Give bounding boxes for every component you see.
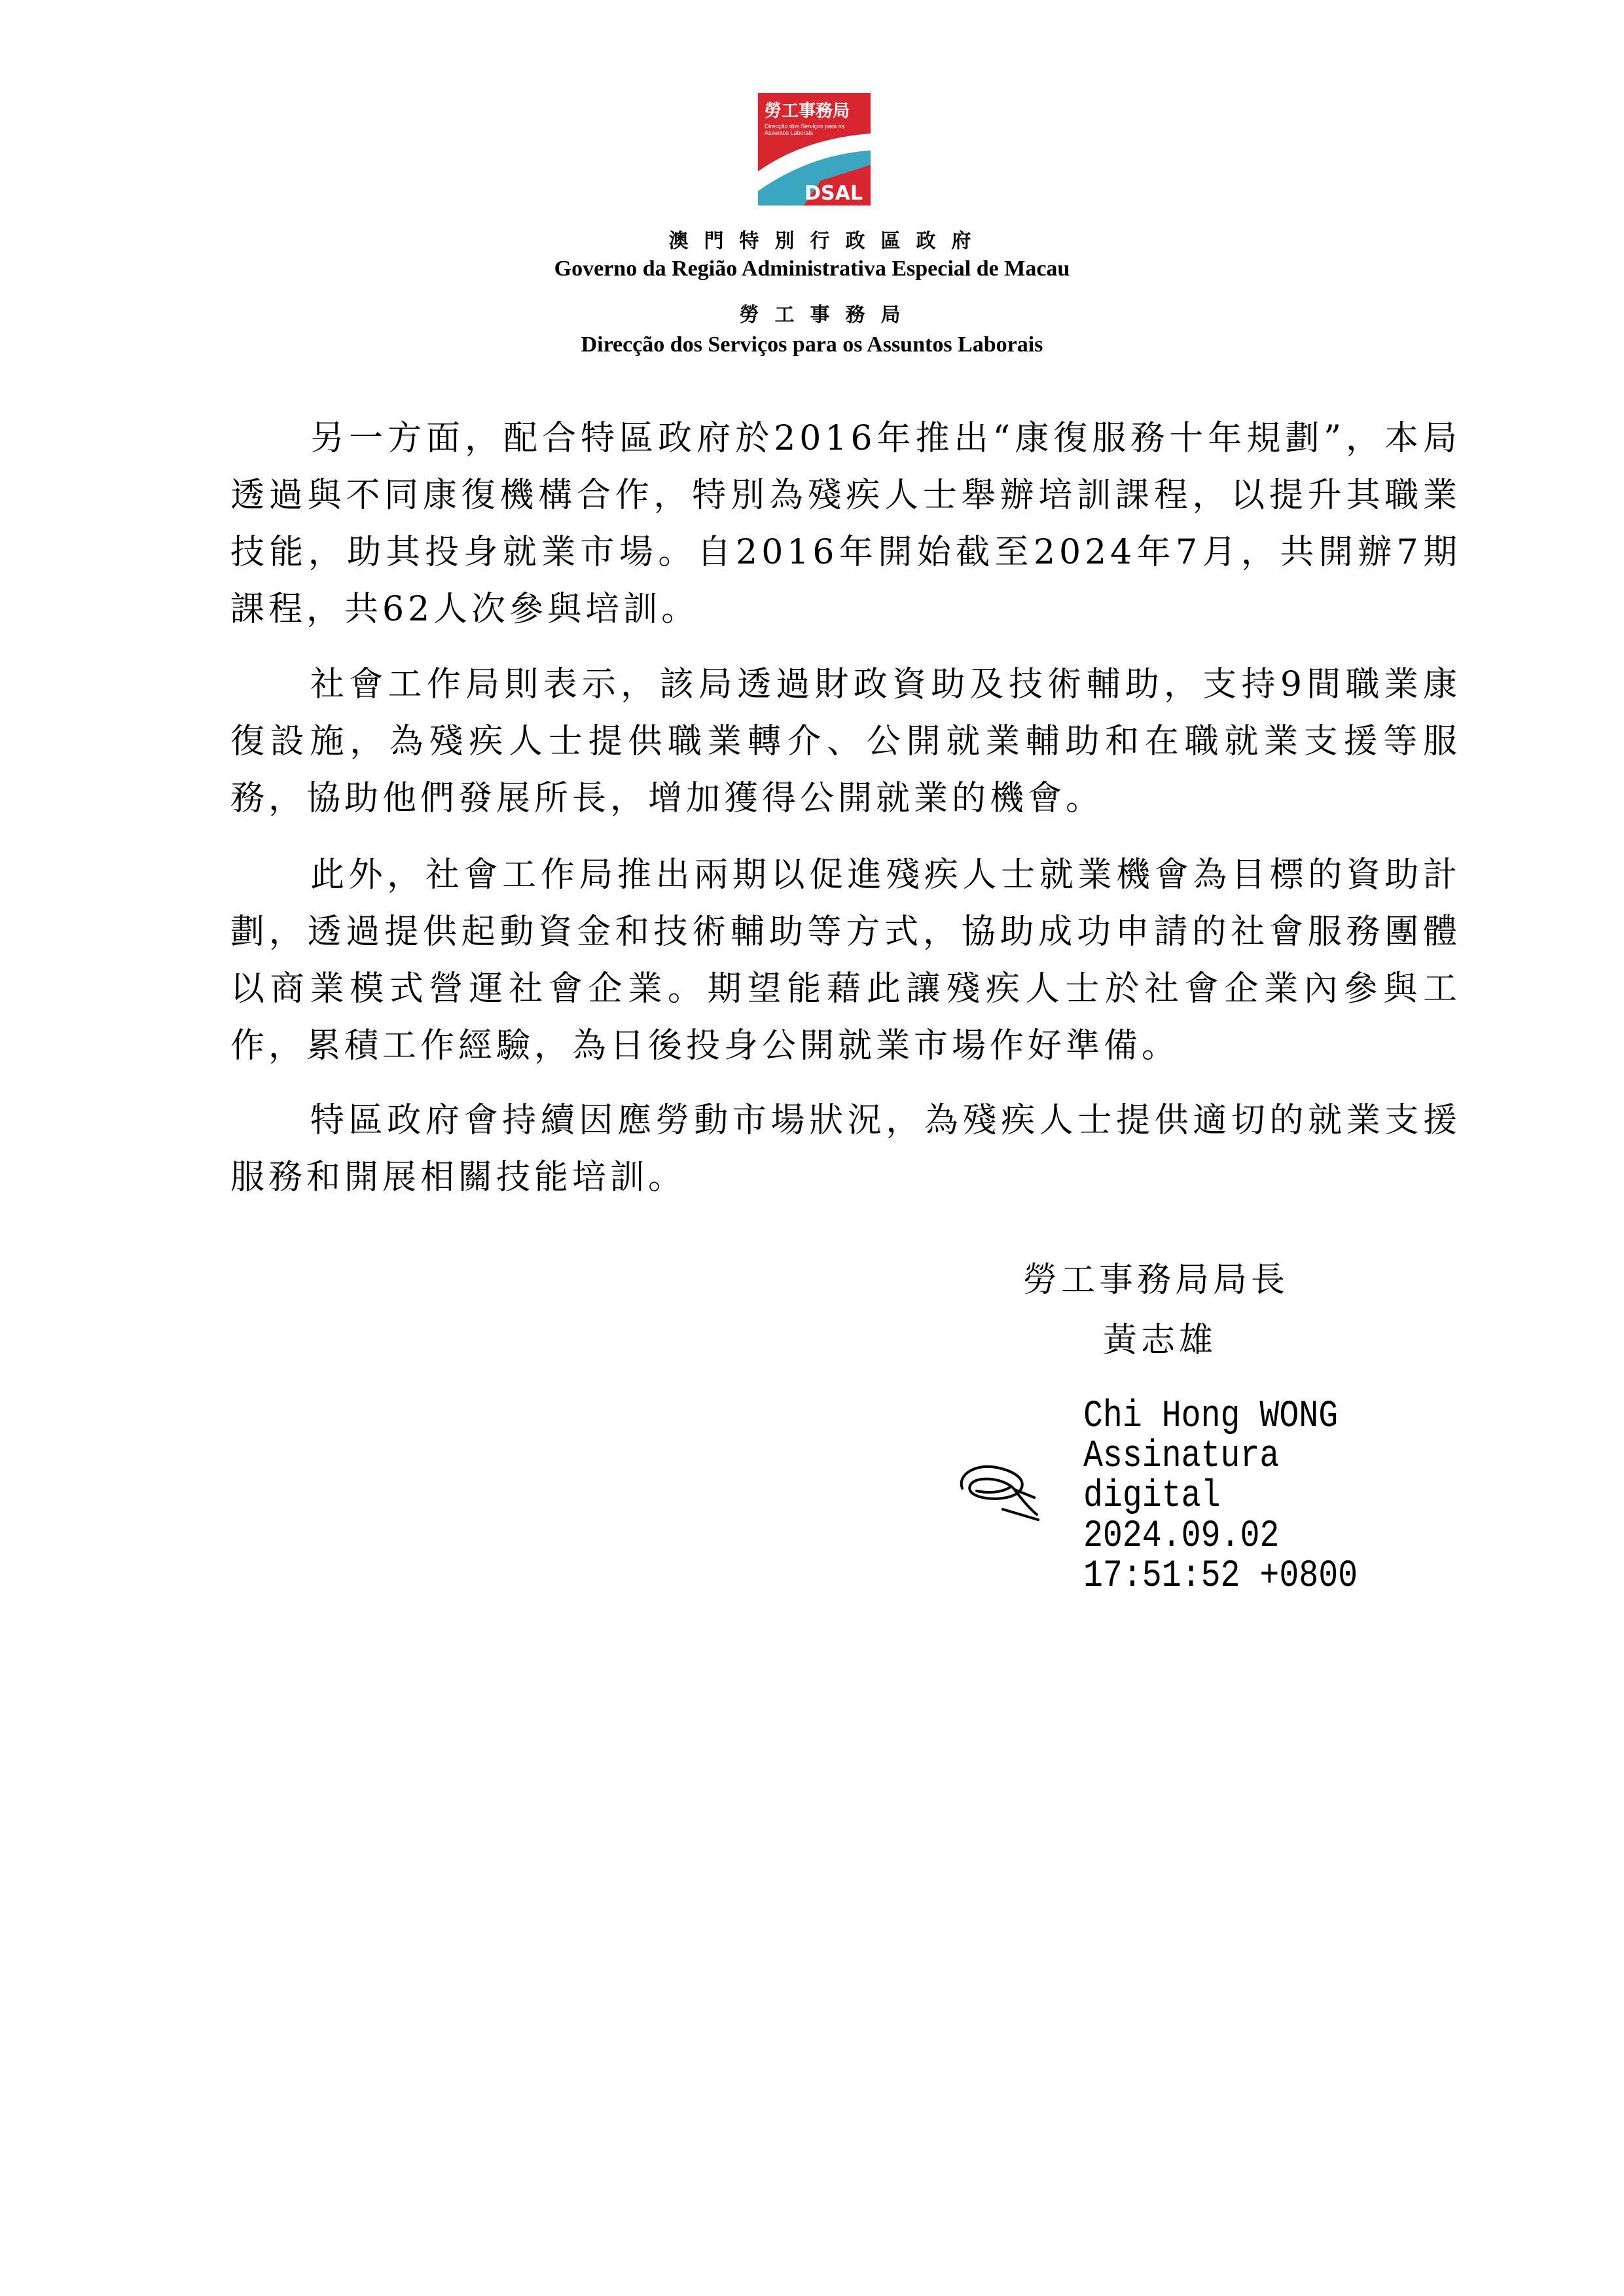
body-paragraph-4: 特區政府會持續因應勞動市場狀況，為殘疾人士提供適切的就業支援服務和開展相關技能培訓。 xyxy=(230,1101,1461,1197)
body-paragraph-2: 社會工作局則表示，該局透過財政資助及技術輔助，支持9間職業康復設施，為殘疾人士提供職業轉介、公開就業輔助和在職就業支援等服務，協助他們發展所長，增加獲得公開就業的機會。 xyxy=(230,665,1461,818)
logo-name-zh: 勞工事務局 xyxy=(765,101,850,121)
body-paragraph-3: 此外，社會工作局推出兩期以促進殘疾人士就業機會為目標的資助計劃，透過提供起動資金和技術輔助等方式，協助成功申請的社會服務團體以商業模式營運社會企業。期望能藉此讓殘疾人士於社會企業內參與工作，累積工作經驗，為日後投身公開就業市場作好準備。 xyxy=(230,855,1461,1066)
government-name-zh: 澳門特別行政區政府 xyxy=(668,230,987,253)
digital-signature-label-2: digital xyxy=(1083,1475,1221,1518)
signatory-title: 勞工事務局局長 xyxy=(1023,1261,1290,1300)
digital-signature-label-1: Assinatura xyxy=(1083,1435,1280,1478)
body-paragraph-1: 另一方面，配合特區政府於2016年推出“康復服務十年規劃”，本局透過與不同康復機構合作，特別為殘疾人士舉辦培訓課程，以提升其職業技能，助其投身就業市場。自2016年開始截至2024年7月，共開辦7期課程，共62人次參與培訓。 xyxy=(230,419,1461,629)
dsal-logo-graphic xyxy=(758,93,871,206)
department-name-pt: Direcção dos Serviços para os Assuntos Laborais xyxy=(581,332,1043,357)
digital-signature-stamp xyxy=(1083,1397,1358,1596)
digital-signature-time: 17:51:52 +0800 xyxy=(1083,1555,1358,1598)
handwritten-signature xyxy=(950,1454,1049,1526)
signatory-name: 黃志雄 xyxy=(1103,1321,1218,1360)
digital-signature-date: 2024.09.02 xyxy=(1083,1515,1280,1558)
dsal-logo xyxy=(758,93,871,206)
logo-acronym: DSAL xyxy=(804,182,863,205)
government-name-pt: Governo da Região Administrativa Especial de Macau xyxy=(554,257,1070,281)
digital-signature-signer: Chi Hong WONG xyxy=(1083,1395,1339,1438)
department-name-zh: 勞工事務局 xyxy=(739,304,916,327)
logo-name-pt: Direcção dos Serviços para os Assuntos Laborais xyxy=(765,123,845,136)
